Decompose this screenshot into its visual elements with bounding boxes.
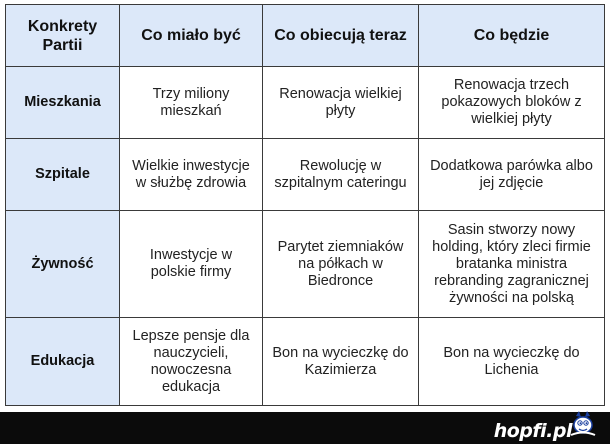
header-cell: Co obiecują teraz bbox=[263, 5, 419, 67]
header-cell: Co będzie bbox=[419, 5, 605, 67]
row-label: Szpitale bbox=[6, 139, 120, 211]
table-cell: Bon na wycieczkę do Lichenia bbox=[419, 318, 605, 406]
table-cell: Lepsze pensje dla nauczycieli, nowoczesna edukacja bbox=[120, 318, 263, 406]
cartoon-mascot-icon bbox=[566, 408, 600, 438]
table-cell: Sasin stworzy nowy holding, który zleci firmie bratanka ministra rebranding zagranicznej żywności na polską bbox=[419, 211, 605, 318]
table-cell: Trzy miliony mieszkań bbox=[120, 67, 263, 139]
table-cell: Renowacja trzech pokazowych bloków z wielkiej płyty bbox=[419, 67, 605, 139]
table-header-row bbox=[6, 5, 605, 67]
table-cell: Inwestycje w polskie firmy bbox=[120, 211, 263, 318]
table-cell: Wielkie inwestycje w służbę zdrowia bbox=[120, 139, 263, 211]
table-row bbox=[6, 67, 605, 139]
logo-text: hopfi.pl bbox=[493, 420, 572, 442]
row-label: Żywność bbox=[6, 211, 120, 318]
table-row bbox=[6, 211, 605, 318]
site-logo[interactable] bbox=[494, 414, 600, 442]
table-cell: Rewolucję w szpitalnym cateringu bbox=[263, 139, 419, 211]
row-label: Mieszkania bbox=[6, 67, 120, 139]
table-cell: Dodatkowa parówka albo jej zdjęcie bbox=[419, 139, 605, 211]
comparison-table bbox=[5, 4, 605, 406]
table-cell: Renowacja wielkiej płyty bbox=[263, 67, 419, 139]
header-cell: Konkrety Partii bbox=[6, 5, 120, 67]
table-cell: Parytet ziemniaków na półkach w Biedronce bbox=[263, 211, 419, 318]
table-row bbox=[6, 139, 605, 211]
header-cell: Co miało być bbox=[120, 5, 263, 67]
table-row bbox=[6, 318, 605, 406]
row-label: Edukacja bbox=[6, 318, 120, 406]
table-cell: Bon na wycieczkę do Kazimierza bbox=[263, 318, 419, 406]
